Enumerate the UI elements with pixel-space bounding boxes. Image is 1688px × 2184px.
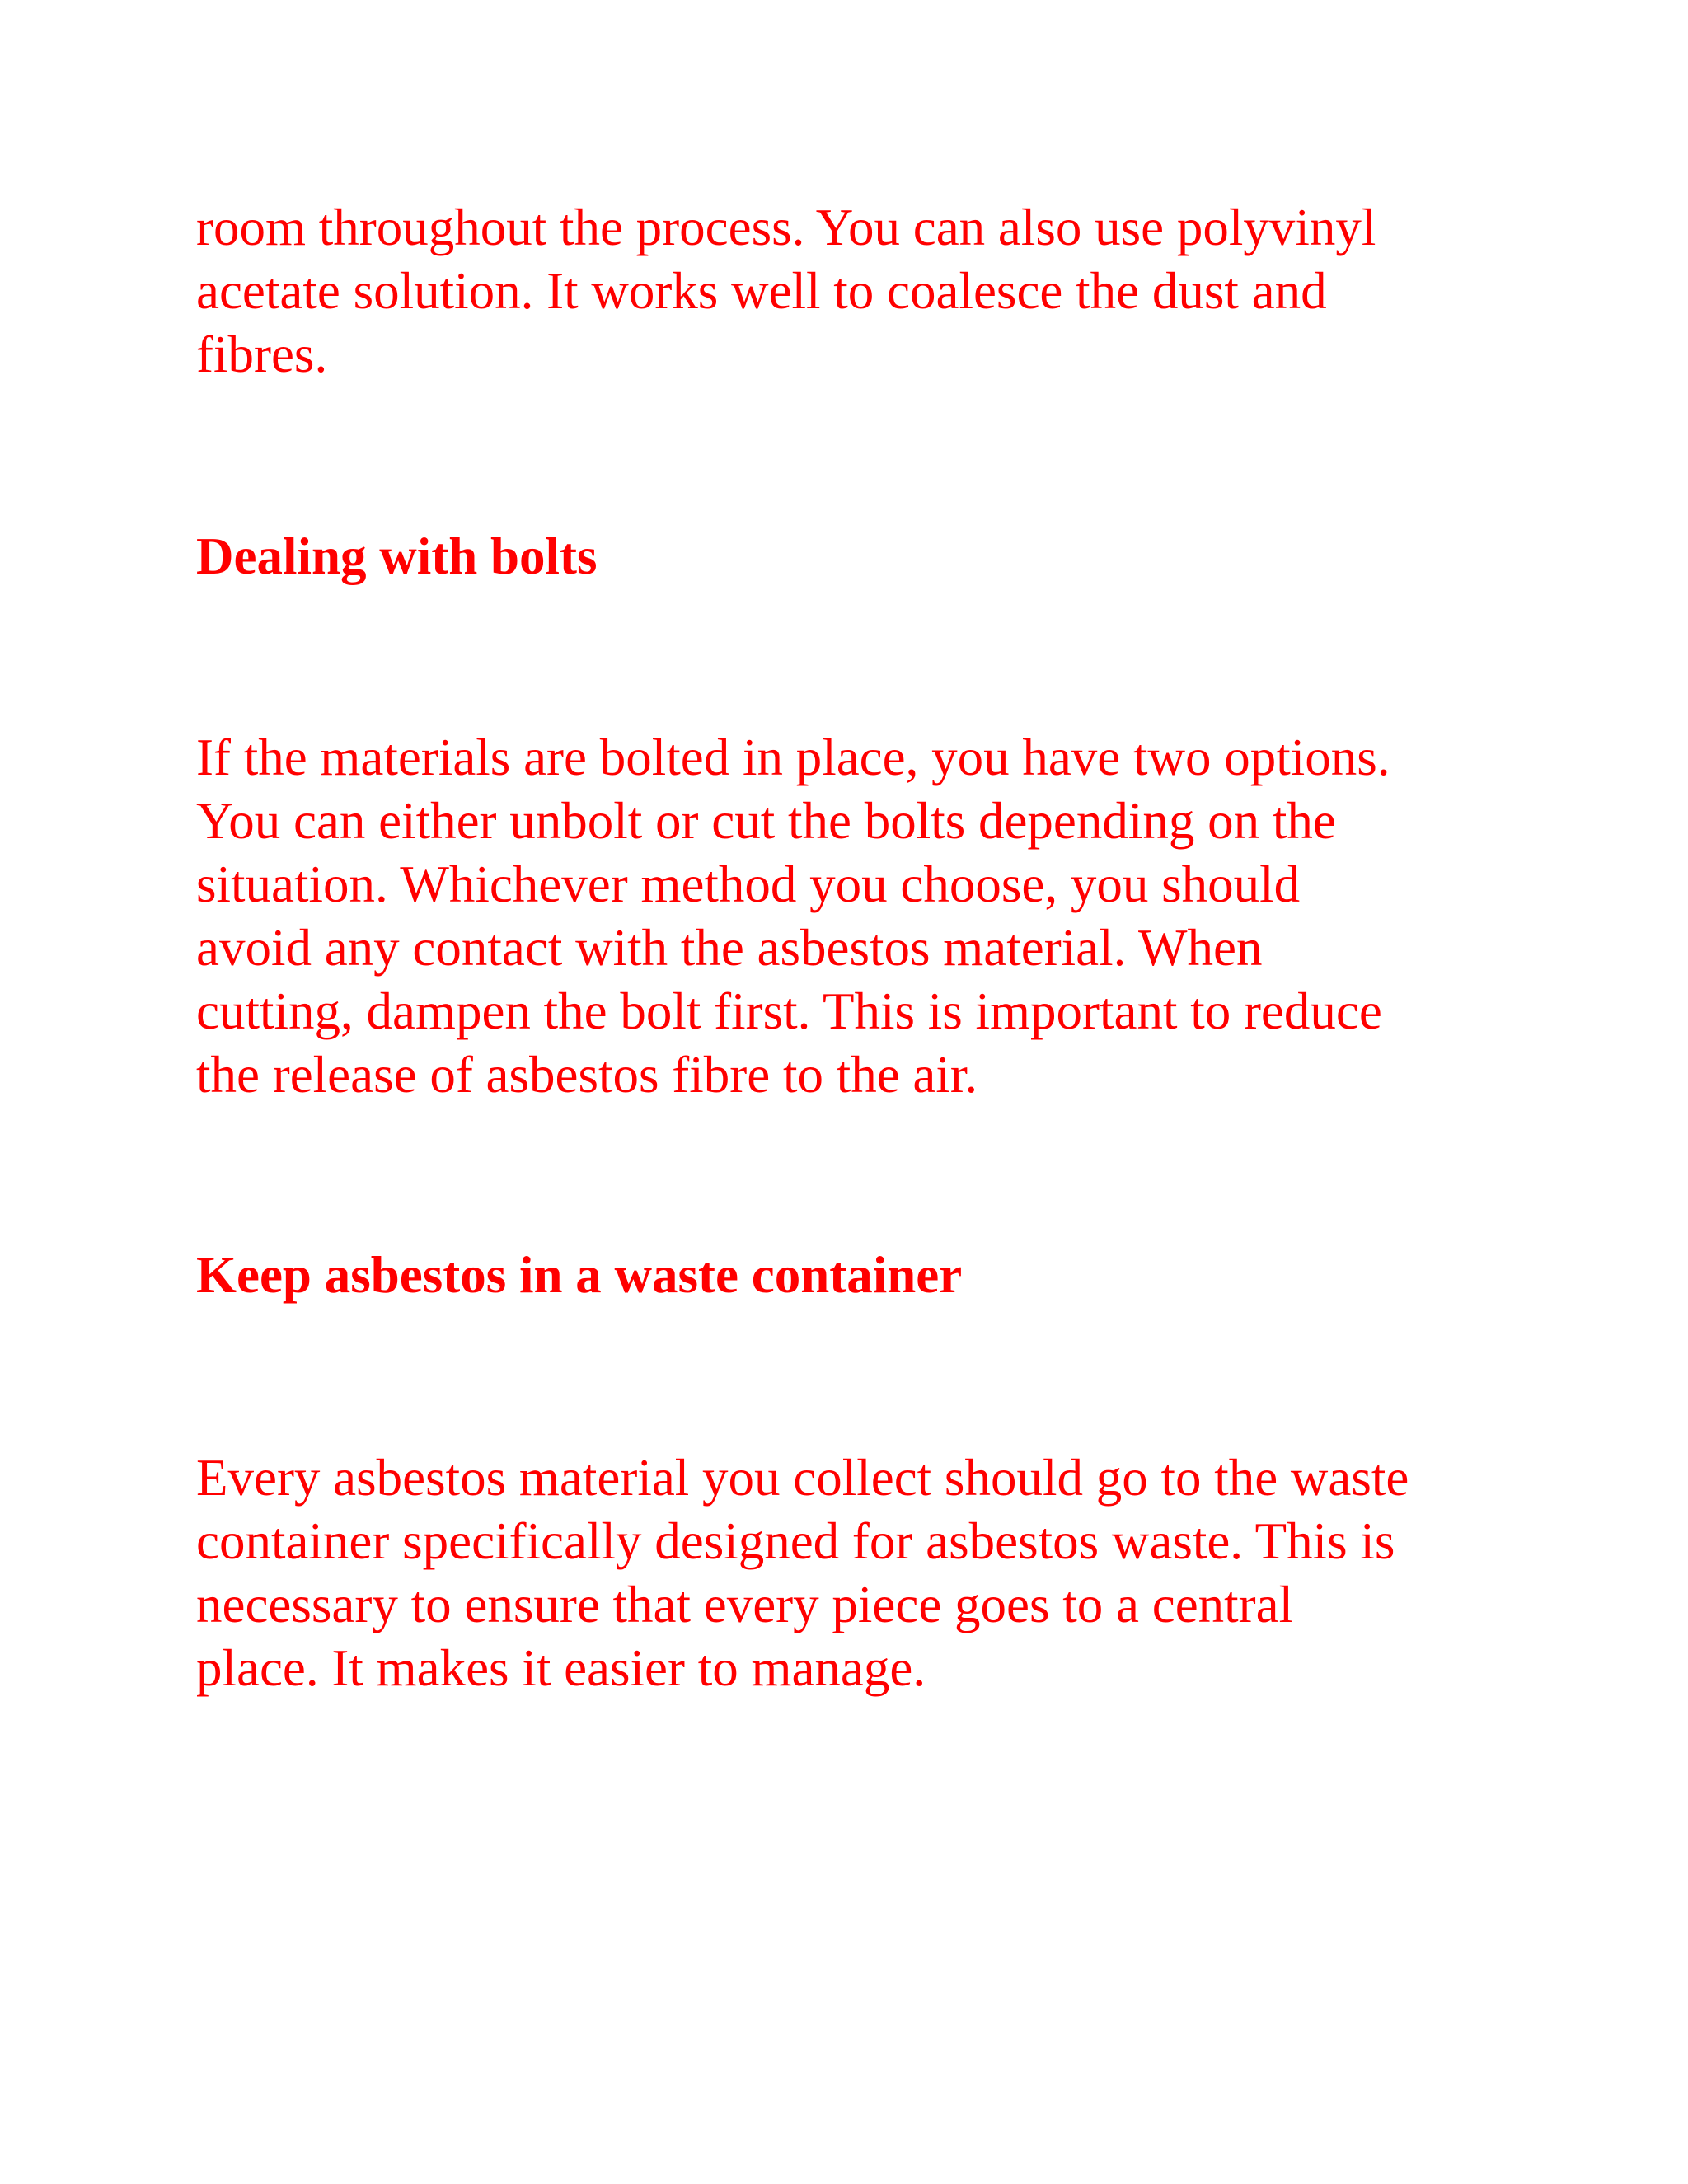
paragraph-line: acetate solution. It works well to coalesce the dust and [196, 262, 1327, 320]
heading-dealing-with-bolts: Dealing with bolts [196, 527, 598, 585]
paragraph-line: If the materials are bolted in place, you have two options. [196, 729, 1390, 786]
paragraph-line: necessary to ensure that every piece goes to a central [196, 1576, 1294, 1633]
paragraph-line: fibres. [196, 326, 328, 383]
paragraph-line: the release of asbestos fibre to the air. [196, 1046, 978, 1104]
paragraph-bolts [196, 726, 1556, 1107]
paragraph-line: room throughout the process. You can also use polyvinyl [196, 199, 1376, 256]
paragraph-line: place. It makes it easier to manage. [196, 1639, 926, 1697]
paragraph-line: You can either unbolt or cut the bolts depending on the [196, 792, 1336, 850]
paragraph-line: Every asbestos material you collect should go to the waste [196, 1449, 1409, 1507]
paragraph-line: cutting, dampen the bolt first. This is important to reduce [196, 982, 1382, 1040]
paragraph-line: situation. Whichever method you choose, you should [196, 855, 1301, 913]
paragraph-line: avoid any contact with the asbestos material. When [196, 919, 1263, 977]
paragraph-line: container specifically designed for asbestos waste. This is [196, 1512, 1395, 1570]
heading-waste-container: Keep asbestos in a waste container [196, 1246, 963, 1304]
paragraph-intro [196, 196, 1556, 387]
paragraph-waste-container [196, 1446, 1556, 1700]
